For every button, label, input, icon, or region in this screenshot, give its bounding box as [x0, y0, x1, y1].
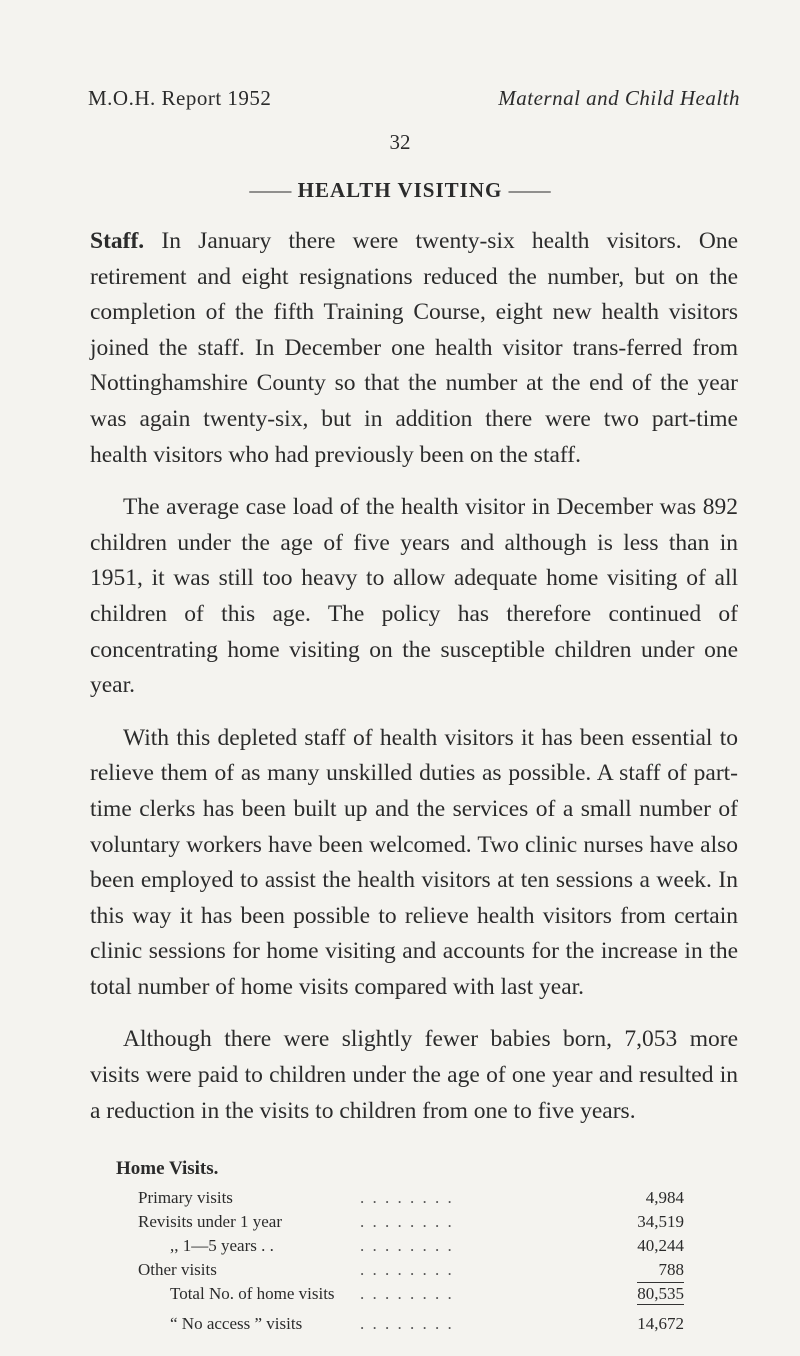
row-value: 34,519 [637, 1212, 684, 1231]
no-access-row [116, 1312, 684, 1336]
leader-dots: . . . . . . . . [360, 1260, 454, 1279]
leader-dots: . . . . . . . . [360, 1188, 454, 1207]
table-row [116, 1210, 684, 1234]
paragraph-staff-support: With this depleted staff of health visitors it has been essential to relieve them of as many unskilled duties as possible. A staff of part-time clerks has been built up and the services of a small number of voluntary workers have been welcomed. Two clinic nurses have also been employed to assist the health visitors at ten sessions a week. In this way it has been possible to relieve health visitors from certain clinic sessions for home visiting and accounts for the increase in the total number of home visits compared with last year. [90, 724, 738, 1000]
no-access-value: 14,672 [637, 1314, 684, 1333]
no-access-label: “ No access ” visits [170, 1314, 303, 1333]
table-row [116, 1186, 684, 1210]
home-visits-title: Home Visits. [116, 1158, 219, 1179]
leader-dots: . . . . . . . . [360, 1212, 454, 1231]
paragraph-lead: Staff. [90, 228, 145, 254]
leader-dots: . . . . . . . . [360, 1236, 454, 1255]
paragraph-staff [90, 224, 738, 473]
table-row [116, 1234, 684, 1258]
row-value: 788 [658, 1260, 684, 1279]
paragraph-visit-increase: Although there were slightly fewer babies born, 7,053 more visits were paid to children under the age of one year and resulted in a reduction in the visits to children from one to five years. [90, 1026, 738, 1124]
section-name: Maternal and Child Health [498, 86, 740, 110]
home-visits-table [116, 1158, 684, 1336]
table-row [116, 1258, 684, 1282]
row-value: 4,984 [645, 1188, 684, 1207]
total-value-wrap [637, 1282, 684, 1306]
leader-dots: . . . . . . . . [360, 1314, 454, 1333]
total-label: Total No. of home visits [170, 1284, 335, 1303]
title-dash-right: —— [508, 178, 551, 202]
row-label: Revisits under 1 year [138, 1212, 282, 1231]
page-title [0, 178, 800, 203]
leader-dots: . . . . . . . . [360, 1284, 454, 1303]
total-value: 80,535 [637, 1284, 684, 1303]
row-label: ,, 1—5 years . . [170, 1236, 274, 1255]
row-label: Other visits [138, 1260, 217, 1279]
title-text: HEALTH VISITING [297, 178, 503, 202]
report-title: M.O.H. Report 1952 [88, 86, 272, 110]
page-number: 32 [389, 130, 411, 154]
article-body [90, 224, 738, 1146]
paragraph-text: In January there were twenty-six health visitors. One retirement and eight resignations reduced the number, but on the completion of the fifth Training Course, eight new health visitors joined the staff. In December one health visitor trans-ferred from Nottinghamshire County so that the number at the end of the year was again twenty-six, but in addition there were two part-time health visitors who had previously been on the staff. [90, 228, 739, 468]
running-header [88, 86, 740, 111]
row-value: 40,244 [637, 1236, 684, 1255]
paragraph-case-load: The average case load of the health visitor in December was 892 children under the age of five years and although is less than in 1951, it was still too heavy to allow adequate home visiting of all children of this age. The policy has therefore continued of concentrating home visiting on the susceptible children under one year. [90, 494, 738, 699]
row-label: Primary visits [138, 1188, 233, 1207]
total-row [116, 1282, 684, 1306]
title-dash-left: —— [249, 178, 292, 202]
